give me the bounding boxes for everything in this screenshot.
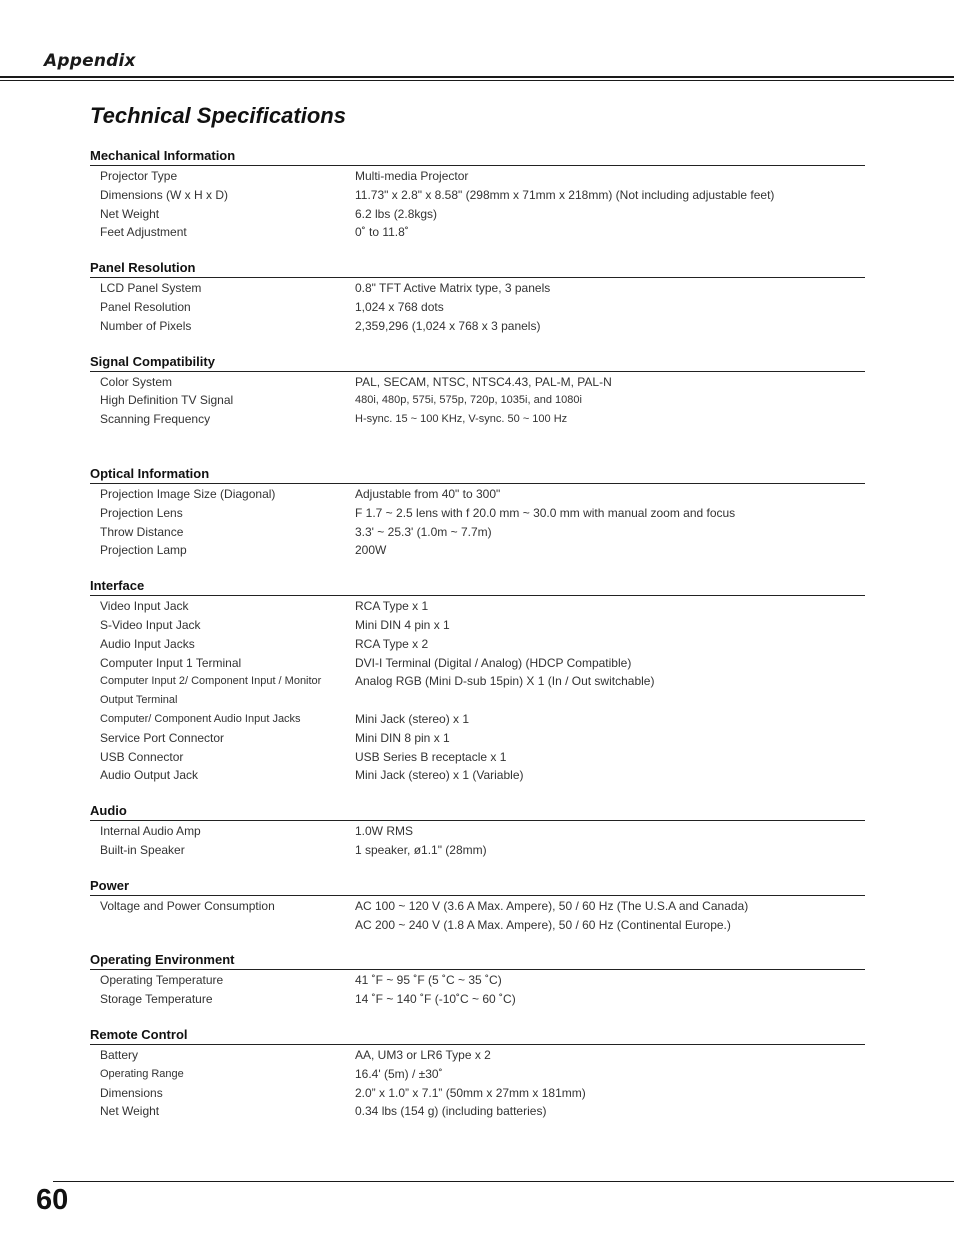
spec-value: 0.8" TFT Active Matrix type, 3 panels	[355, 281, 551, 296]
spec-label: USB Connector	[100, 749, 184, 764]
spec-value: 3.3' ~ 25.3' (1.0m ~ 7.7m)	[355, 524, 492, 539]
spec-rows	[90, 372, 865, 429]
spec-rows	[90, 970, 865, 1009]
spec-label: Projection Image Size (Diagonal)	[100, 486, 276, 501]
spec-section	[90, 802, 865, 860]
spec-rows	[90, 484, 865, 560]
spec-row	[90, 298, 865, 317]
section-heading: Audio	[90, 802, 865, 821]
section-label: Appendix	[44, 51, 136, 71]
spec-row	[90, 672, 865, 691]
spec-label: Service Port Connector	[100, 730, 225, 745]
spec-label: Panel Resolution	[100, 299, 191, 314]
spec-row	[90, 1102, 865, 1121]
spec-value: Multi-media Projector	[355, 169, 469, 183]
spec-row	[90, 729, 865, 748]
spec-label: Net Weight	[100, 206, 160, 221]
spec-row	[90, 841, 865, 860]
spec-value: 0.34 lbs (154 g) (including batteries)	[355, 1104, 547, 1119]
spec-label: Computer/ Component Audio Input Jacks	[100, 712, 301, 725]
spec-section	[90, 577, 865, 785]
section-heading: Operating Environment	[90, 951, 865, 970]
spec-rows	[90, 896, 865, 935]
section-heading: Power	[90, 877, 865, 896]
spec-label: Voltage and Power Consumption	[100, 898, 275, 913]
page-header	[0, 0, 954, 90]
spec-value: 41 ˚F ~ 95 ˚F (5 ˚C ~ 35 ˚C)	[355, 973, 502, 988]
spec-label: LCD Panel System	[100, 281, 202, 296]
spec-section	[90, 465, 865, 560]
spec-value: Adjustable from 40" to 300"	[355, 486, 501, 501]
spec-value: 200W	[355, 543, 387, 558]
spec-value: RCA Type x 2	[355, 636, 429, 651]
spec-label: Internal Audio Amp	[100, 824, 201, 839]
spec-label: Projector Type	[100, 169, 178, 183]
spec-value: 11.73" x 2.8" x 8.58" (298mm x 71mm x 218mm) (Not including adjustable feet)	[355, 187, 775, 202]
section-heading: Optical Information	[90, 465, 865, 484]
spec-value: 16.4' (5m) / ±30˚	[355, 1066, 443, 1081]
spec-value: 2,359,296 (1,024 x 768 x 3 panels)	[355, 318, 541, 333]
spec-label: Battery	[100, 1047, 139, 1062]
spec-row	[90, 1046, 865, 1065]
spec-label: Operating Temperature	[100, 973, 224, 988]
spec-value: AA, UM3 or LR6 Type x 2	[355, 1047, 491, 1062]
spec-value	[355, 691, 865, 710]
spec-row	[90, 822, 865, 841]
spec-row	[90, 748, 865, 767]
spec-label: Projection Lens	[100, 505, 183, 520]
spec-value: H-sync. 15 ~ 100 KHz, V-sync. 50 ~ 100 Hz	[355, 413, 568, 426]
spec-row	[90, 990, 865, 1009]
spec-rows	[90, 278, 865, 335]
spec-label: Audio Input Jacks	[100, 636, 195, 651]
spec-sections	[90, 147, 865, 1121]
spec-row	[90, 971, 865, 990]
header-rule-thin	[0, 80, 954, 81]
spec-row	[90, 317, 865, 336]
spec-section	[90, 1026, 865, 1121]
spec-label: High Definition TV Signal	[100, 393, 234, 408]
spec-section	[90, 951, 865, 1009]
spec-section	[90, 147, 865, 242]
spec-label: Storage Temperature	[100, 992, 213, 1007]
spec-label: Dimensions	[100, 1085, 163, 1100]
spec-value: 14 ˚F ~ 140 ˚F (-10˚C ~ 60 ˚C)	[355, 992, 516, 1007]
spec-label: Scanning Frequency	[100, 412, 211, 427]
spec-row	[90, 897, 865, 916]
spec-row	[90, 391, 865, 410]
spec-label: Computer Input 2/ Component Input / Monitor	[100, 675, 322, 688]
header-rule	[0, 76, 954, 78]
spec-label: Video Input Jack	[100, 599, 189, 614]
spec-row	[90, 1065, 865, 1084]
spec-value: 1.0W RMS	[355, 824, 414, 839]
spec-value: USB Series B receptacle x 1	[355, 749, 507, 764]
spec-value: Mini Jack (stereo) x 1 (Variable)	[355, 768, 524, 783]
spec-label: Number of Pixels	[100, 318, 192, 333]
spec-value: 1 speaker, ø1.1" (28mm)	[355, 842, 487, 857]
spec-row	[90, 616, 865, 635]
spec-label: S-Video Input Jack	[100, 617, 201, 632]
spec-row	[90, 766, 865, 785]
section-heading: Mechanical Information	[90, 147, 865, 166]
spec-row	[90, 635, 865, 654]
spec-row	[90, 223, 865, 242]
page-number: 60	[36, 1184, 69, 1216]
section-heading: Interface	[90, 577, 865, 596]
spec-row	[90, 167, 865, 186]
spec-label: Computer Input 1 Terminal	[100, 655, 242, 670]
spec-row	[90, 504, 865, 523]
spec-label: Net Weight	[100, 1104, 160, 1119]
spec-rows	[90, 821, 865, 860]
spec-label: Dimensions (W x H x D)	[100, 187, 229, 202]
spec-section	[90, 877, 865, 935]
spec-value: 0˚ to 11.8˚	[355, 225, 409, 240]
spec-value: Mini DIN 4 pin x 1	[355, 617, 450, 632]
spec-row	[90, 654, 865, 673]
spec-value: 6.2 lbs (2.8kgs)	[355, 206, 438, 221]
spec-value: Mini Jack (stereo) x 1	[355, 711, 470, 726]
spec-label: Projection Lamp	[100, 543, 187, 558]
spec-label: Operating Range	[100, 1067, 184, 1080]
spec-value: 1,024 x 768 dots	[355, 299, 444, 314]
spec-value: 2.0” x 1.0” x 7.1” (50mm x 27mm x 181mm)	[355, 1085, 586, 1100]
section-heading: Panel Resolution	[90, 259, 865, 278]
spec-row	[90, 523, 865, 542]
spec-label: Audio Output Jack	[100, 768, 199, 783]
spec-value: DVI-I Terminal (Digital / Analog) (HDCP Compatible)	[355, 655, 632, 670]
section-heading: Signal Compatibility	[90, 353, 865, 372]
spec-label: Output Terminal	[100, 694, 178, 707]
spec-label: Throw Distance	[100, 524, 184, 539]
spec-row	[90, 691, 865, 710]
spec-value: Mini DIN 8 pin x 1	[355, 730, 450, 745]
spec-section	[90, 259, 865, 335]
spec-value: PAL, SECAM, NTSC, NTSC4.43, PAL-M, PAL-N	[355, 374, 612, 389]
spec-label: Built-in Speaker	[100, 842, 185, 857]
spec-row	[90, 710, 865, 729]
spec-section	[90, 353, 865, 429]
spec-label	[90, 916, 355, 935]
spec-value: F 1.7 ~ 2.5 lens with f 20.0 mm ~ 30.0 mm with manual zoom and focus	[355, 505, 736, 520]
spec-row	[90, 485, 865, 504]
spec-row	[90, 186, 865, 205]
spec-row	[90, 597, 865, 616]
spec-rows	[90, 166, 865, 242]
spec-value: AC 100 ~ 120 V (3.6 A Max. Ampere), 50 / 60 Hz (The U.S.A and Canada)	[355, 898, 749, 913]
spec-row	[90, 1084, 865, 1103]
spec-rows	[90, 1045, 865, 1121]
spec-value: AC 200 ~ 240 V (1.8 A Max. Ampere), 50 / 60 Hz (Continental Europe.)	[355, 917, 731, 932]
spec-value: Analog RGB (Mini D-sub 15pin) X 1 (In / Out switchable)	[355, 674, 655, 689]
spec-row	[90, 279, 865, 298]
spec-row	[90, 916, 865, 935]
spec-rows	[90, 596, 865, 785]
spec-row	[90, 541, 865, 560]
spec-row	[90, 373, 865, 392]
footer-rule	[53, 1181, 954, 1182]
spec-row	[90, 410, 865, 429]
section-heading: Remote Control	[90, 1026, 865, 1045]
spec-value: 480i, 480p, 575i, 575p, 720p, 1035i, and 1080i	[355, 394, 582, 407]
spec-value: RCA Type x 1	[355, 599, 429, 614]
spec-label: Color System	[100, 374, 173, 389]
spec-label: Feet Adjustment	[100, 225, 187, 240]
spec-row	[90, 205, 865, 224]
page-title: Technical Specifications	[90, 103, 346, 128]
